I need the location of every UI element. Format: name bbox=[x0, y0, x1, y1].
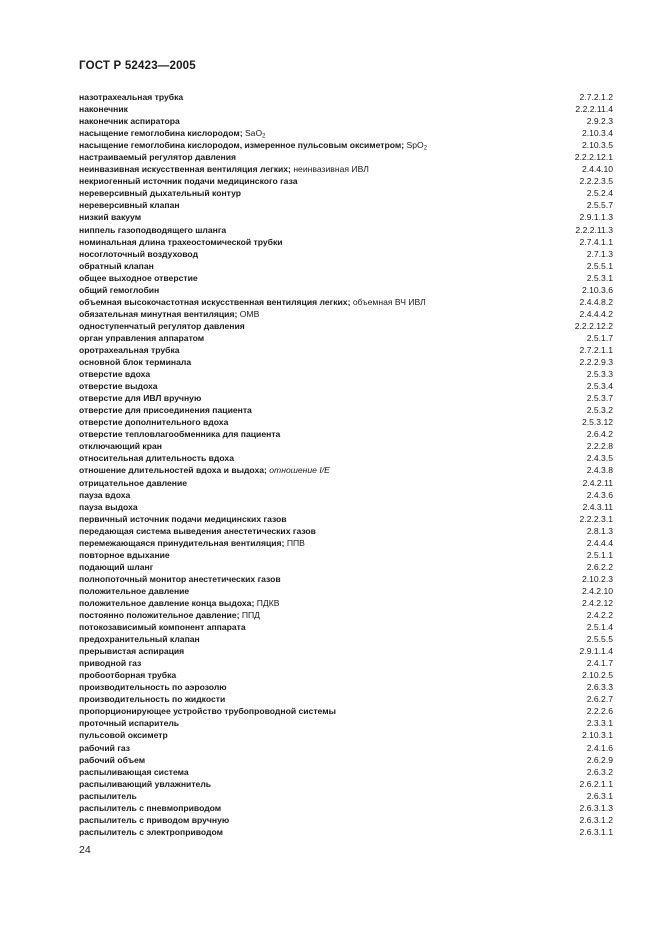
entry-term bbox=[79, 127, 266, 139]
entry-reference: 2.6.3.2 bbox=[586, 766, 613, 777]
entry-term bbox=[79, 669, 176, 681]
index-entry bbox=[79, 501, 613, 513]
entry-reference: 2.6.2.2 bbox=[586, 561, 613, 572]
index-entry bbox=[79, 729, 613, 741]
index-entry bbox=[79, 778, 613, 790]
entry-term bbox=[79, 477, 187, 489]
index-entry bbox=[79, 489, 613, 501]
entry-term-text: общий гемоглобин bbox=[79, 284, 160, 295]
entry-reference: 2.2.2.9.3 bbox=[579, 357, 613, 368]
entry-reference: 2.7.4.1.1 bbox=[579, 236, 613, 247]
entry-reference: 2.10.3.1 bbox=[581, 730, 613, 741]
entry-term-text: положительное давление bbox=[79, 585, 190, 596]
entry-term bbox=[79, 814, 229, 826]
entry-reference: 2.4.4.8.2 bbox=[579, 296, 613, 307]
entry-term-text: повторное вдыхание bbox=[79, 549, 170, 560]
index-entry bbox=[79, 139, 613, 151]
entry-term-text: отверстие выдоха bbox=[79, 381, 158, 392]
entry-term-text: одноступенчатый регулятор давления bbox=[79, 320, 245, 331]
index-entry bbox=[79, 211, 613, 223]
index-entry bbox=[79, 657, 613, 669]
entry-term-text: распылитель с приводом вручную bbox=[79, 814, 230, 825]
entry-term-text: номинальная длина трахеостомической трубки bbox=[79, 236, 283, 247]
entry-term-text: пауза вдоха bbox=[79, 489, 131, 500]
index-entry bbox=[79, 597, 613, 609]
entry-reference: 2.5.1.4 bbox=[586, 622, 613, 633]
page-number: 24 bbox=[79, 844, 91, 856]
entry-reference: 2.6.2.9 bbox=[586, 754, 613, 765]
entry-term bbox=[79, 621, 246, 633]
entry-term-text: первичный источник подачи медицинских газов bbox=[79, 513, 287, 524]
entry-term-text: производительность по жидкости bbox=[79, 694, 226, 705]
entry-term-text: отключающий кран bbox=[79, 441, 162, 452]
entry-reference: 2.4.1.7 bbox=[586, 658, 613, 669]
entry-reference: 2.6.4.2 bbox=[586, 429, 613, 440]
entry-term bbox=[79, 199, 180, 211]
entry-term bbox=[79, 645, 184, 657]
entry-reference: 2.10.2.5 bbox=[581, 670, 613, 681]
index-entry bbox=[79, 296, 613, 308]
entry-term-text: оротрахеальная трубка bbox=[79, 344, 180, 355]
entry-term bbox=[79, 392, 201, 404]
entry-term bbox=[79, 489, 130, 501]
entry-reference: 2.5.5.7 bbox=[586, 200, 613, 211]
entry-term bbox=[79, 284, 159, 296]
entry-term-text: объемная высокочастотная искусственная вентиляция легких; bbox=[79, 296, 351, 307]
entry-reference: 2.5.3.3 bbox=[586, 369, 613, 380]
index-entry bbox=[79, 320, 613, 332]
entry-reference: 2.9.2.3 bbox=[586, 116, 613, 127]
entry-reference: 2.5.3.12 bbox=[581, 417, 613, 428]
entry-abbreviation: объемная ВЧ ИВЛ bbox=[352, 296, 426, 307]
index-entry bbox=[79, 525, 613, 537]
index-entry bbox=[79, 621, 613, 633]
entry-term bbox=[79, 211, 141, 223]
entry-term-text: ниппель газоподводящего шланга bbox=[79, 224, 227, 235]
entry-term-text: орган управления аппаратом bbox=[79, 332, 205, 343]
entry-term-text: пропорционирующее устройство трубопроводной системы bbox=[79, 706, 336, 717]
index-entry bbox=[79, 103, 613, 115]
entry-abbreviation: ПДКВ bbox=[256, 597, 280, 608]
index-entry bbox=[79, 766, 613, 778]
entry-term-text: отверстие для ИВЛ вручную bbox=[79, 393, 202, 404]
entry-term-text: отверстие вдоха bbox=[79, 369, 151, 380]
entry-reference: 2.5.3.7 bbox=[586, 393, 613, 404]
entry-term-text: основной блок терминала bbox=[79, 357, 192, 368]
index-entry bbox=[79, 428, 613, 440]
index-entry bbox=[79, 392, 613, 404]
entry-term-text: пульсовой оксиметр bbox=[79, 730, 168, 741]
entry-term-text: предохранительный клапан bbox=[79, 634, 200, 645]
entry-term bbox=[79, 308, 259, 320]
entry-term bbox=[79, 452, 234, 464]
entry-term-text: носоглоточный воздуховод bbox=[79, 248, 199, 259]
term-index-list bbox=[79, 91, 613, 838]
entry-term bbox=[79, 115, 180, 127]
entry-reference: 2.2.2.3.5 bbox=[579, 176, 613, 187]
index-entry bbox=[79, 91, 613, 103]
entry-term bbox=[79, 597, 279, 609]
entry-reference: 2.4.2.12 bbox=[581, 597, 613, 608]
entry-term-text: обратный клапан bbox=[79, 260, 154, 271]
entry-term-text: постоянно положительное давление; bbox=[79, 610, 240, 621]
entry-term-text: низкий вакуум bbox=[79, 212, 142, 223]
entry-term bbox=[79, 236, 283, 248]
index-entry bbox=[79, 163, 613, 175]
entry-term-text: нереверсивный дыхательный контур bbox=[79, 188, 241, 199]
entry-term bbox=[79, 248, 198, 260]
index-entry bbox=[79, 308, 613, 320]
entry-reference: 2.8.1.3 bbox=[586, 525, 613, 536]
entry-reference: 2.2.2.8 bbox=[586, 441, 613, 452]
index-entry bbox=[79, 224, 613, 236]
entry-term bbox=[79, 260, 154, 272]
index-entry bbox=[79, 742, 613, 754]
entry-term bbox=[79, 320, 245, 332]
entry-term-text: распылитель с электроприводом bbox=[79, 826, 224, 837]
entry-reference: 2.2.2.12.1 bbox=[574, 152, 613, 163]
entry-term bbox=[79, 380, 158, 392]
entry-reference: 2.5.3.1 bbox=[586, 272, 613, 283]
entry-reference: 2.4.2.11 bbox=[582, 477, 613, 488]
entry-term-text: наконечник bbox=[79, 104, 128, 115]
entry-term bbox=[79, 296, 426, 308]
entry-reference: 2.4.4.4.2 bbox=[579, 308, 613, 319]
entry-term bbox=[79, 766, 189, 778]
entry-term bbox=[79, 826, 223, 838]
entry-term-text: нереверсивный клапан bbox=[79, 200, 180, 211]
index-entry bbox=[79, 549, 613, 561]
index-entry bbox=[79, 440, 613, 452]
entry-reference: 2.4.4.10 bbox=[581, 164, 613, 175]
entry-reference: 2.9.1.1.4 bbox=[579, 646, 613, 657]
index-entry bbox=[79, 669, 613, 681]
entry-abbreviation: неинвазивная ИВЛ bbox=[293, 164, 369, 175]
index-entry bbox=[79, 416, 613, 428]
index-entry bbox=[79, 693, 613, 705]
index-entry bbox=[79, 368, 613, 380]
entry-term-text: назотрахеальная трубка bbox=[79, 92, 184, 102]
entry-term bbox=[79, 561, 153, 573]
index-entry bbox=[79, 199, 613, 211]
index-entry bbox=[79, 561, 613, 573]
entry-term bbox=[79, 187, 241, 199]
entry-term-text: настраиваемый регулятор давления bbox=[79, 152, 236, 163]
entry-term bbox=[79, 549, 170, 561]
entry-abbreviation-subscript: 2 bbox=[423, 145, 428, 152]
index-entry bbox=[79, 573, 613, 585]
entry-term bbox=[79, 163, 369, 175]
index-entry bbox=[79, 236, 613, 248]
entry-reference: 2.5.2.4 bbox=[586, 188, 613, 199]
entry-reference: 2.5.1.7 bbox=[586, 332, 613, 343]
entry-term-text: насыщение гемоглобина кислородом; bbox=[79, 128, 243, 139]
entry-term bbox=[79, 525, 316, 537]
entry-term-text: производительность по аэрозолю bbox=[79, 682, 227, 693]
entry-reference: 2.2.2.6 bbox=[586, 706, 613, 717]
entry-reference: 2.9.1.1.3 bbox=[579, 212, 613, 223]
entry-reference: 2.7.2.1.1 bbox=[579, 344, 613, 355]
entry-reference: 2.4.2.10 bbox=[581, 585, 613, 596]
index-entry bbox=[79, 705, 613, 717]
index-entry bbox=[79, 477, 613, 489]
entry-term-text: некриогенный источник подачи медицинского газа bbox=[79, 176, 298, 187]
entry-term-text: отношение длительностей вдоха и выдоха; bbox=[79, 465, 267, 476]
index-entry bbox=[79, 452, 613, 464]
index-entry bbox=[79, 790, 613, 802]
entry-term-text: полнопоточный монитор анестетических газов bbox=[79, 573, 281, 584]
entry-term-text: общее выходное отверстие bbox=[79, 272, 198, 283]
entry-abbreviation-subscript: 2 bbox=[262, 133, 266, 140]
entry-abbreviation: ППВ bbox=[286, 537, 305, 548]
entry-term bbox=[79, 513, 287, 525]
entry-term-text: перемежающаяся принудительная вентиляция; bbox=[79, 537, 285, 548]
document-header: ГОСТ Р 52423—2005 bbox=[79, 60, 196, 72]
entry-term bbox=[79, 633, 200, 645]
entry-term bbox=[79, 705, 336, 717]
index-entry bbox=[79, 754, 613, 766]
entry-term-text: пауза выдоха bbox=[79, 501, 138, 512]
entry-term bbox=[79, 754, 145, 766]
entry-term bbox=[79, 501, 138, 513]
entry-reference: 2.4.3.6 bbox=[586, 489, 613, 500]
entry-term bbox=[79, 356, 191, 368]
index-entry bbox=[79, 464, 613, 476]
entry-term bbox=[79, 344, 180, 356]
entry-reference: 2.6.3.1.1 bbox=[579, 826, 613, 837]
entry-term-text: подающий шланг bbox=[79, 561, 154, 572]
entry-reference: 2.4.3.8 bbox=[586, 465, 613, 476]
index-entry bbox=[79, 272, 613, 284]
entry-term-text: отверстие тепловлагообменника для пациента bbox=[79, 429, 281, 440]
index-entry bbox=[79, 175, 613, 187]
entry-term-text: отверстие дополнительного вдоха bbox=[79, 417, 229, 428]
entry-term bbox=[79, 416, 228, 428]
entry-term bbox=[79, 537, 305, 549]
entry-reference: 2.6.2.1.1 bbox=[579, 778, 613, 789]
entry-term-text: насыщение гемоглобина кислородом, измеренное пульсовым оксиметром; bbox=[79, 140, 405, 151]
entry-term-text: рабочий газ bbox=[79, 742, 131, 753]
entry-reference: 2.10.3.4 bbox=[581, 128, 613, 139]
entry-term-text: передающая система выведения анестетических газов bbox=[79, 525, 316, 536]
index-entry bbox=[79, 380, 613, 392]
entry-abbreviation: ОМВ bbox=[239, 308, 260, 319]
entry-term-text: наконечник аспиратора bbox=[79, 116, 180, 127]
entry-term bbox=[79, 609, 260, 621]
index-entry bbox=[79, 585, 613, 597]
index-entry bbox=[79, 151, 613, 163]
entry-reference: 2.10.3.6 bbox=[581, 284, 613, 295]
entry-reference: 2.10.3.5 bbox=[581, 140, 613, 151]
entry-term bbox=[79, 681, 227, 693]
entry-term-text: обязательная минутная вентиляция; bbox=[79, 308, 238, 319]
entry-term bbox=[79, 693, 225, 705]
entry-reference: 2.2.2.3.1 bbox=[579, 513, 613, 524]
index-entry bbox=[79, 248, 613, 260]
entry-term bbox=[79, 802, 221, 814]
index-entry bbox=[79, 127, 613, 139]
index-entry bbox=[79, 404, 613, 416]
entry-reference: 2.2.2.11.3 bbox=[575, 224, 613, 235]
entry-reference: 2.6.3.1.2 bbox=[579, 814, 613, 825]
index-entry bbox=[79, 814, 613, 826]
entry-term bbox=[79, 790, 137, 802]
index-entry bbox=[79, 537, 613, 549]
entry-term bbox=[79, 573, 281, 585]
entry-abbreviation: отношение I/E bbox=[269, 465, 330, 476]
entry-reference: 2.6.3.1.3 bbox=[579, 802, 613, 813]
index-entry bbox=[79, 332, 613, 344]
entry-reference: 2.5.1.1 bbox=[586, 549, 613, 560]
entry-term bbox=[79, 139, 427, 151]
entry-reference: 2.4.2.2 bbox=[586, 610, 613, 621]
entry-term bbox=[79, 91, 183, 103]
index-entry bbox=[79, 356, 613, 368]
entry-reference: 2.5.3.2 bbox=[586, 405, 613, 416]
entry-term-text: потокозависимый компонент аппарата bbox=[79, 622, 246, 633]
index-entry bbox=[79, 344, 613, 356]
index-entry bbox=[79, 187, 613, 199]
entry-reference: 2.7.2.1.2 bbox=[579, 92, 613, 102]
entry-reference: 2.5.3.4 bbox=[586, 381, 613, 392]
entry-term bbox=[79, 717, 179, 729]
index-entry bbox=[79, 802, 613, 814]
entry-term-text: отверстие для присоединения пациента bbox=[79, 405, 252, 416]
entry-abbreviation: ППД bbox=[241, 610, 261, 621]
entry-term-text: распыливающая система bbox=[79, 766, 189, 777]
entry-reference: 2.3.3.1 bbox=[586, 718, 613, 729]
index-entry bbox=[79, 645, 613, 657]
entry-reference: 2.2.2.11.4 bbox=[575, 104, 613, 115]
entry-term bbox=[79, 272, 198, 284]
entry-term-text: пробоотборная трубка bbox=[79, 670, 177, 681]
index-entry bbox=[79, 826, 613, 838]
entry-abbreviation: SaO bbox=[244, 128, 263, 139]
entry-term-text: распыливающий увлажнитель bbox=[79, 778, 212, 789]
index-entry bbox=[79, 681, 613, 693]
entry-term-text: неинвазивная искусственная вентиляция легких; bbox=[79, 164, 291, 175]
entry-term-text: рабочий объем bbox=[79, 754, 146, 765]
entry-term-text: относительная длительность вдоха bbox=[79, 453, 234, 464]
entry-reference: 2.6.2.7 bbox=[586, 694, 613, 705]
entry-reference: 2.10.2.3 bbox=[581, 573, 613, 584]
entry-term bbox=[79, 440, 162, 452]
entry-term bbox=[79, 778, 211, 790]
entry-reference: 2.7.1.3 bbox=[586, 248, 613, 259]
entry-term bbox=[79, 368, 150, 380]
entry-reference: 2.2.2.12.2 bbox=[574, 320, 613, 331]
entry-term bbox=[79, 729, 168, 741]
entry-term-text: приводной газ bbox=[79, 658, 142, 669]
entry-term-text: прерывистая аспирация bbox=[79, 646, 185, 657]
entry-term bbox=[79, 332, 204, 344]
entry-reference: 2.5.5.1 bbox=[586, 260, 613, 271]
entry-term bbox=[79, 175, 298, 187]
entry-term bbox=[79, 103, 128, 115]
index-entry bbox=[79, 513, 613, 525]
index-entry bbox=[79, 260, 613, 272]
entry-term-text: проточный испаритель bbox=[79, 718, 180, 729]
entry-term bbox=[79, 464, 330, 476]
entry-term bbox=[79, 742, 130, 754]
entry-reference: 2.4.1.6 bbox=[586, 742, 613, 753]
entry-reference: 2.5.5.5 bbox=[586, 634, 613, 645]
entry-reference: 2.6.3.1 bbox=[586, 790, 613, 801]
entry-reference: 2.6.3.3 bbox=[586, 682, 613, 693]
entry-term bbox=[79, 657, 141, 669]
entry-abbreviation: SpO bbox=[406, 140, 424, 151]
entry-term bbox=[79, 428, 280, 440]
index-entry bbox=[79, 284, 613, 296]
index-entry bbox=[79, 115, 613, 127]
entry-term bbox=[79, 404, 252, 416]
index-entry bbox=[79, 633, 613, 645]
entry-term-text: отрицательное давление bbox=[79, 477, 188, 488]
entry-term-text: положительное давление конца выдоха; bbox=[79, 597, 255, 608]
entry-term bbox=[79, 585, 189, 597]
entry-term bbox=[79, 151, 236, 163]
entry-term-text: распылитель с пневмоприводом bbox=[79, 802, 222, 813]
index-entry bbox=[79, 609, 613, 621]
entry-term bbox=[79, 224, 226, 236]
entry-term-text: распылитель bbox=[79, 790, 137, 801]
entry-reference: 2.4.4.4 bbox=[586, 537, 613, 548]
entry-reference: 2.4.3.11 bbox=[582, 501, 613, 512]
index-entry bbox=[79, 717, 613, 729]
entry-reference: 2.4.3.5 bbox=[586, 453, 613, 464]
